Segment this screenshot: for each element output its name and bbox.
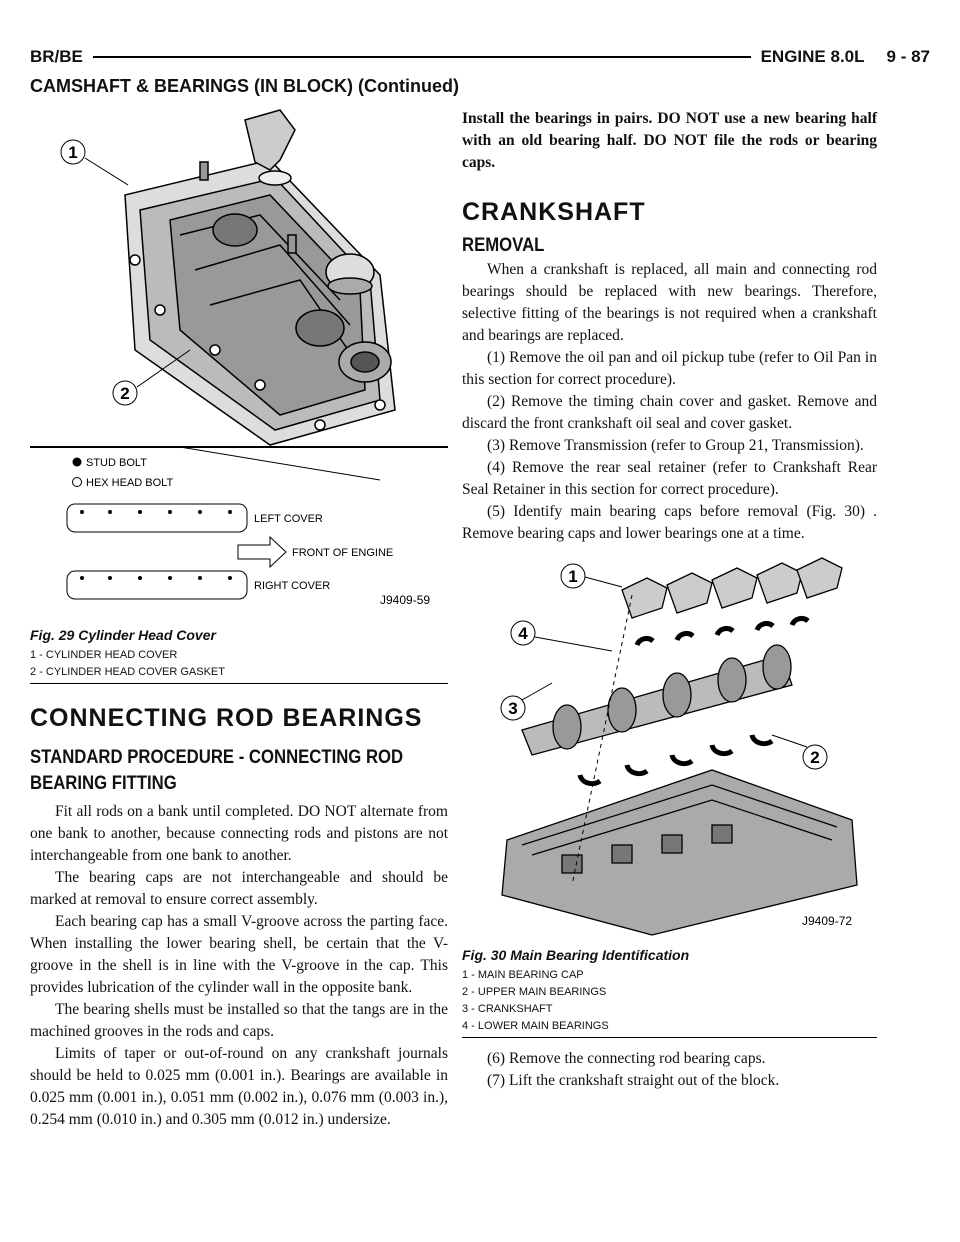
removal-step: (7) Lift the crankshaft straight out of the block.: [487, 1072, 780, 1089]
left-cover-gasket: [67, 504, 247, 532]
page-number: 9 - 87: [886, 47, 930, 66]
removal-step: (4) Remove the rear seal retainer (refer to Crankshaft Rear Seal Retainer in this section for correct procedure).: [462, 459, 877, 498]
left-column: [30, 100, 448, 1131]
removal-step: (1) Remove the oil pan and oil pickup tube (refer to Oil Pan in this section for correct procedure).: [462, 349, 877, 388]
page-header: [30, 44, 930, 70]
callout-1-label: 1: [68, 143, 78, 162]
connecting-rod-paragraph: The bearing shells must be installed so that the tangs are in the machined grooves in the rods and caps.: [30, 1001, 448, 1040]
figure-29: [30, 100, 448, 684]
header-model: BR/BE: [30, 44, 93, 70]
fig30-caption: Fig. 30 Main Bearing Identification: [462, 947, 690, 963]
right-column: [462, 108, 877, 1092]
fig30-legend-item: 4 - LOWER MAIN BEARINGS: [462, 1020, 609, 1032]
main-bearing-illustration: [462, 555, 877, 940]
hex-head-bolt-label: HEX HEAD BOLT: [86, 477, 174, 489]
section-continued-title: CAMSHAFT & BEARINGS (IN BLOCK) (Continued): [30, 76, 459, 96]
callout-4-label: 4: [518, 624, 528, 643]
fig29-legend-item: 1 - CYLINDER HEAD COVER: [30, 649, 178, 661]
connecting-rod-paragraph: The bearing caps are not interchangeable and should be marked at removal to ensure correct assembly.: [30, 869, 448, 908]
fig30-legend-item: 2 - UPPER MAIN BEARINGS: [462, 986, 607, 998]
connecting-rod-title: CONNECTING ROD BEARINGS: [30, 704, 423, 732]
removal-step: (6) Remove the connecting rod bearing caps.: [487, 1050, 766, 1067]
fig30-legend-item: 3 - CRANKSHAFT: [462, 1003, 553, 1015]
connecting-rod-paragraph: Fit all rods on a bank until completed. DO NOT alternate from one bank to another, because connecting rods and pistons are not interchangeable from one bank to another.: [30, 803, 448, 864]
removal-step: (5) Identify main bearing caps before removal (Fig. 30) . Remove bearing caps and lower bearings one at a time.: [462, 503, 877, 542]
fig30-code: J9409-72: [802, 914, 853, 928]
right-cover-gasket: [67, 571, 247, 599]
fig29-rule: [30, 683, 448, 684]
connecting-rod-paragraph: Each bearing cap has a small V-groove across the parting face. When installing the lower bearing shell, be certain that the V-groove in the shell is in line with the V-groove in the cap. This provides lubrication of the cylinder wall in the opposite bank.: [30, 913, 448, 996]
fig30-legend: [462, 967, 877, 1035]
fig29-legend: [30, 647, 448, 681]
removal-step: (2) Remove the timing chain cover and gasket. Remove and discard the front crankshaft oil seal and cover gasket.: [462, 393, 877, 432]
stud-bolt-label: STUD BOLT: [86, 457, 147, 469]
callout-2-label: 2: [810, 748, 820, 767]
fig29-legend-item: 2 - CYLINDER HEAD COVER GASKET: [30, 666, 225, 678]
fig30-rule: [462, 1037, 877, 1038]
left-cover-label: LEFT COVER: [254, 513, 323, 525]
right-cover-label: RIGHT COVER: [254, 580, 331, 592]
header-engine-title: ENGINE 8.0L: [760, 47, 865, 66]
callout-2-label: 2: [120, 384, 130, 403]
fig30-legend-item: 1 - MAIN BEARING CAP: [462, 969, 584, 981]
figure-30: [462, 555, 877, 1038]
bearing-pairs-note: Install the bearings in pairs. DO NOT use a new bearing half with an old bearing half. DO NOT file the rods or bearing caps.: [462, 110, 877, 171]
crankshaft-intro: When a crankshaft is replaced, all main and connecting rod bearings should be replaced with new bearings. Therefore, selective fitting of the bearings is not required when a crankshaft and bearings are replaced.: [462, 261, 877, 344]
front-arrow: [238, 537, 286, 567]
callout-1-label: 1: [568, 567, 578, 586]
crankshaft-title: CRANKSHAFT: [462, 198, 646, 226]
cylinder-head-cover-illustration: [30, 100, 448, 620]
callout-3-label: 3: [508, 699, 518, 718]
front-of-engine-label: FRONT OF ENGINE: [292, 547, 394, 559]
removal-step: (3) Remove Transmission (refer to Group 21, Transmission).: [487, 437, 864, 454]
connecting-rod-subtitle-2: BEARING FITTING: [30, 773, 177, 794]
fig29-code: J9409-59: [380, 593, 431, 607]
connecting-rod-paragraph: Limits of taper or out-of-round on any crankshaft journals should be held to 0.025 mm (0.001 in.). Bearings are available in 0.025 mm (0.001 in.), 0.051 mm (0.002 in.), 0.076 mm (0.003 in.), 0.254 mm (0.010 in.) and 0.305 mm (0.012 in.) undersize.: [30, 1045, 448, 1128]
connecting-rod-subtitle-1: STANDARD PROCEDURE - CONNECTING ROD: [30, 747, 404, 768]
header-right: [751, 44, 930, 70]
fig29-caption: Fig. 29 Cylinder Head Cover: [30, 627, 216, 643]
removal-title: REMOVAL: [462, 235, 545, 256]
